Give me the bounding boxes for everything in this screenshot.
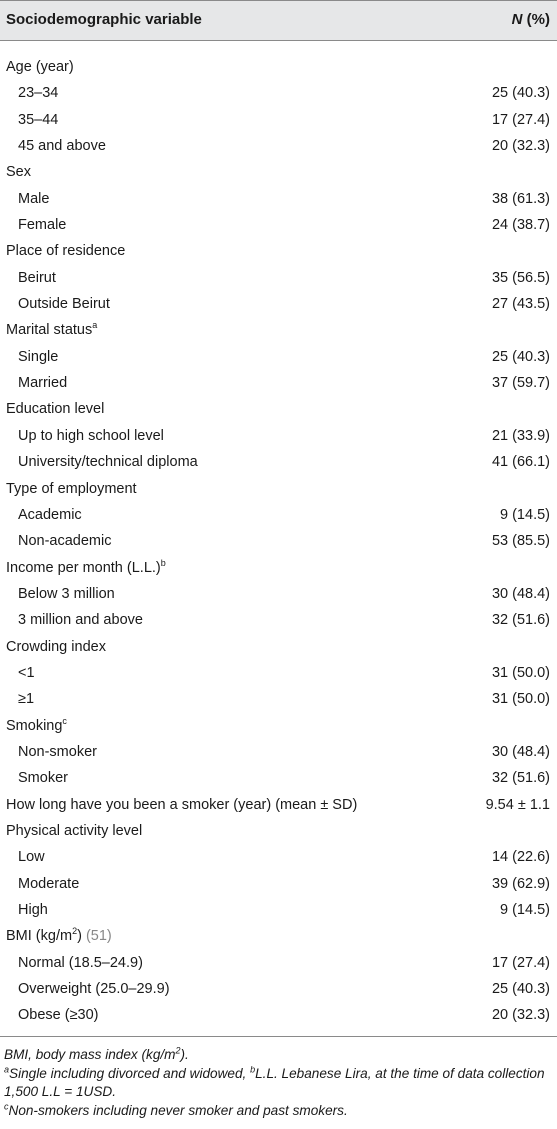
- table-row: [0, 1002, 557, 1028]
- row-label: [18, 449, 198, 475]
- row-label: [18, 897, 48, 923]
- row-label: [6, 792, 357, 818]
- category-row: [0, 238, 557, 264]
- category-row: [0, 396, 557, 422]
- row-label-text: Non-academic: [18, 533, 112, 550]
- row-label-text: Below 3 million: [18, 585, 115, 602]
- table-row: [0, 186, 557, 212]
- row-label-text: Academic: [18, 506, 82, 523]
- row-label-text: Non-smoker: [18, 743, 97, 760]
- row-value: 24 (38.7): [491, 217, 550, 234]
- row-value: 9 (14.5): [500, 506, 550, 523]
- footnote-c-text: Non-smokers including never smoker and past smokers.: [8, 1102, 348, 1118]
- row-label: [6, 555, 166, 581]
- table-row: [0, 265, 557, 291]
- row-label-text: 45 and above: [18, 138, 106, 155]
- row-label-text: Up to high school level: [18, 427, 164, 444]
- row-label-text: Beirut: [18, 269, 56, 286]
- category-row: [0, 476, 557, 502]
- row-value: 9.54 ± 1.1: [485, 796, 550, 813]
- table-row: [0, 107, 557, 133]
- table-row: [0, 344, 557, 370]
- table-row: [0, 765, 557, 791]
- row-label: [18, 686, 34, 712]
- table-row: [0, 897, 557, 923]
- category-row: [0, 159, 557, 185]
- row-label-text: Single: [18, 348, 59, 365]
- row-label-text: Physical activity level: [6, 822, 143, 839]
- row-label: [18, 844, 45, 870]
- footnote-bmi-end: ).: [180, 1047, 189, 1062]
- footnote-bmi-sup: 2: [175, 1045, 181, 1056]
- row-label-text: Crowding index: [6, 638, 106, 655]
- row-label: [18, 950, 143, 976]
- row-label-text: 23–34: [18, 85, 59, 102]
- table-row: [0, 80, 557, 106]
- table-row: [0, 370, 557, 396]
- row-label: [6, 818, 142, 844]
- row-value: 37 (59.7): [491, 375, 550, 392]
- row-value: 41 (66.1): [491, 454, 550, 471]
- row-label: [6, 159, 31, 185]
- row-label: [18, 80, 58, 106]
- row-value: 27 (43.5): [491, 296, 550, 313]
- row-label: [18, 423, 164, 449]
- row-value: 21 (33.9): [491, 427, 550, 444]
- row-label-superscript: 2: [72, 926, 78, 937]
- row-label: [6, 476, 137, 502]
- row-label: [18, 133, 106, 159]
- row-label-text: Place of residence: [6, 243, 126, 260]
- row-label: [18, 344, 58, 370]
- row-label: [18, 370, 67, 396]
- row-label-text: Income per month (L.L.): [6, 559, 161, 576]
- citation-link[interactable]: (51): [85, 928, 112, 945]
- table-row: [0, 871, 557, 897]
- category-row: [0, 923, 557, 949]
- row-label-superscript: c: [62, 715, 67, 726]
- row-label-text: Moderate: [18, 875, 80, 892]
- row-value: 39 (62.9): [491, 875, 550, 892]
- row-label-text: How long have you been a smoker (year) (mean ± SD): [6, 796, 358, 813]
- row-label: [6, 396, 104, 422]
- table-row: [0, 291, 557, 317]
- row-value: 32 (51.6): [491, 770, 550, 787]
- row-label: [6, 923, 112, 949]
- header-pct: (%): [522, 11, 550, 28]
- row-label: [18, 502, 82, 528]
- table-row: [0, 660, 557, 686]
- row-label: [18, 212, 66, 238]
- table-bottom-rule: [0, 1036, 557, 1037]
- footnote-a-mark: a: [4, 1063, 10, 1074]
- row-label: [18, 765, 68, 791]
- row-value: 17 (27.4): [491, 954, 550, 971]
- row-label: [18, 291, 110, 317]
- row-label-text: Education level: [6, 401, 105, 418]
- row-value: 30 (48.4): [491, 743, 550, 760]
- footnote-a-text: Single including divorced and widowed,: [9, 1065, 251, 1081]
- category-row: [0, 713, 557, 739]
- table-row: [0, 133, 557, 159]
- row-label: [6, 54, 74, 80]
- row-label: [18, 739, 97, 765]
- category-row: [0, 818, 557, 844]
- row-label-text: Outside Beirut: [18, 296, 110, 313]
- row-label-text: Smoker: [18, 770, 68, 787]
- row-label: [18, 871, 79, 897]
- row-label: [18, 976, 170, 1002]
- row-label: [18, 607, 143, 633]
- row-label: [18, 528, 112, 554]
- footnote-bmi-text: BMI, body mass index (kg/m: [4, 1047, 176, 1062]
- footnote-b-text: L.L. Lebanese Lira, at the time of data collection 1,500 L.L = 1USD.: [4, 1065, 545, 1099]
- table-row: [0, 449, 557, 475]
- category-row: [0, 317, 557, 343]
- row-value: 9 (14.5): [500, 902, 550, 918]
- row-label: [6, 238, 125, 264]
- header-n-percent: [512, 11, 550, 28]
- row-label-text: <1: [18, 664, 35, 681]
- row-label-text: Female: [18, 217, 67, 234]
- table-row: [0, 976, 557, 1002]
- row-label-text: University/technical diploma: [18, 454, 198, 471]
- row-label-text: Sex: [6, 164, 31, 181]
- row-label-text: 3 million and above: [18, 612, 143, 629]
- row-value: 25 (40.3): [491, 348, 550, 365]
- table-row: [0, 212, 557, 238]
- row-label: [18, 265, 56, 291]
- row-label: [18, 581, 115, 607]
- row-label-text: Type of employment: [6, 480, 137, 497]
- row-label-text: 35–44: [18, 111, 59, 128]
- row-label: [6, 634, 106, 660]
- row-value: 32 (51.6): [491, 612, 550, 629]
- row-value: 17 (27.4): [491, 111, 550, 128]
- row-value: 31 (50.0): [491, 691, 550, 708]
- table-row: [0, 423, 557, 449]
- header-variable: Sociodemographic variable: [6, 11, 202, 28]
- table-footnotes: [4, 1046, 556, 1120]
- row-label-text: Smoking: [6, 717, 63, 734]
- row-label-text: Low: [18, 849, 45, 866]
- category-row: [0, 555, 557, 581]
- row-value: 20 (32.3): [491, 1007, 550, 1024]
- row-label-text: Married: [18, 375, 68, 392]
- row-label-text: ≥1: [18, 691, 35, 708]
- table-row: [0, 844, 557, 870]
- row-label: [18, 107, 58, 133]
- row-value: 30 (48.4): [491, 585, 550, 602]
- table-row: [0, 581, 557, 607]
- header-n: N: [511, 11, 523, 28]
- row-label: [6, 713, 67, 739]
- row-label-text: BMI (kg/m: [6, 928, 73, 945]
- category-row: [0, 54, 557, 80]
- footnote-b-mark: b: [250, 1063, 256, 1074]
- footnote-bmi: [4, 1046, 556, 1065]
- row-label-text: Obese (≥30): [18, 1007, 99, 1024]
- table-row: [0, 502, 557, 528]
- row-value: 38 (61.3): [491, 190, 550, 207]
- row-value: 25 (40.3): [491, 85, 550, 102]
- footnote-c-mark: c: [4, 1100, 9, 1111]
- row-label-suffix: ): [77, 928, 86, 945]
- row-label-superscript: b: [160, 557, 166, 568]
- row-label-text: Marital status: [6, 322, 93, 339]
- row-value: 20 (32.3): [491, 138, 550, 155]
- row-label: [18, 660, 35, 686]
- footnote-c: [4, 1102, 556, 1121]
- row-value: 14 (22.6): [491, 849, 550, 866]
- row-value: 31 (50.0): [491, 664, 550, 681]
- row-value: 35 (56.5): [491, 269, 550, 286]
- table-row: [0, 607, 557, 633]
- table-header: [0, 0, 557, 41]
- category-row: [0, 792, 557, 818]
- row-label: [6, 317, 97, 343]
- row-label-text: Normal (18.5–24.9): [18, 954, 143, 971]
- table-row: [0, 528, 557, 554]
- row-label-text: Age (year): [6, 59, 74, 75]
- table-row: [0, 950, 557, 976]
- footnote-ab: [4, 1065, 556, 1102]
- row-value: 25 (40.3): [491, 981, 550, 998]
- row-label: [18, 186, 49, 212]
- table-row: [0, 739, 557, 765]
- table-row: [0, 686, 557, 712]
- row-label-text: Overweight (25.0–29.9): [18, 981, 170, 998]
- category-row: [0, 634, 557, 660]
- row-label-superscript: a: [92, 320, 98, 331]
- row-label-text: Male: [18, 190, 50, 207]
- row-label: [18, 1002, 99, 1028]
- row-label-text: High: [18, 902, 48, 918]
- row-value: 53 (85.5): [491, 533, 550, 550]
- table-body: [0, 54, 557, 1029]
